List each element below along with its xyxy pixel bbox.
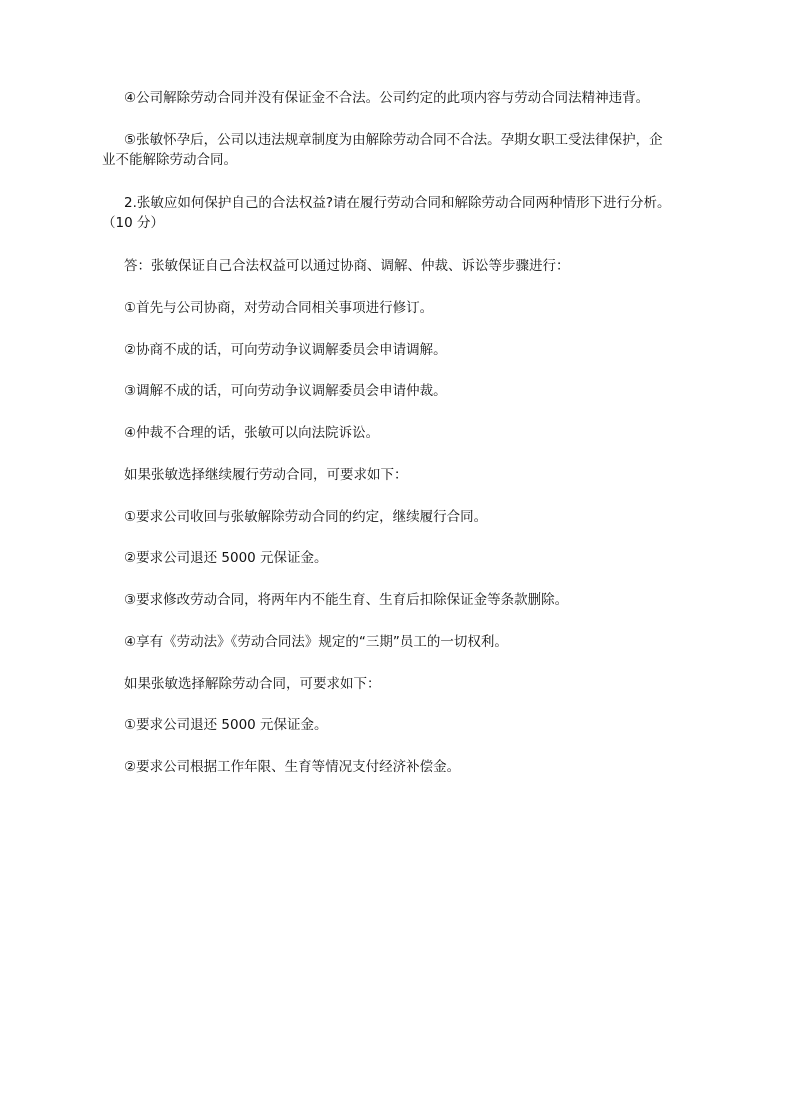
terminate-contract-intro: 如果张敏选择解除劳动合同，可要求如下： <box>124 676 381 692</box>
paragraph-point-5-line-1: ⑤张敏怀孕后，公司以违法规章制度为由解除劳动合同不合法。孕期女职工受法律保护，企 <box>124 132 663 148</box>
terminate-requirement-2: ②要求公司根据工作年限、生育等情况支付经济补偿金。 <box>124 759 461 775</box>
step-1: ①首先与公司协商，对劳动合同相关事项进行修订。 <box>124 300 434 316</box>
terminate-requirement-1: ①要求公司退还 5000 元保证金。 <box>124 717 328 733</box>
continue-requirement-1: ①要求公司收回与张敏解除劳动合同的约定，继续履行合同。 <box>124 509 488 525</box>
continue-contract-intro: 如果张敏选择继续履行劳动合同，可要求如下： <box>124 467 408 483</box>
continue-requirement-3: ③要求修改劳动合同，将两年内不能生育、生育后扣除保证金等条款删除。 <box>124 592 569 608</box>
answer-intro: 答：张敏保证自己合法权益可以通过协商、调解、仲裁、诉讼等步骤进行： <box>124 258 570 274</box>
paragraph-point-4: ④公司解除劳动合同并没有保证金不合法。公司约定的此项内容与劳动合同法精神违背。 <box>124 90 650 106</box>
continue-requirement-4: ④享有《劳动法》《劳动合同法》规定的“三期”员工的一切权利。 <box>124 634 508 650</box>
step-4: ④仲裁不合理的话，张敏可以向法院诉讼。 <box>124 425 380 441</box>
paragraph-point-5-line-2: 业不能解除劳动合同。 <box>102 152 237 168</box>
question-2-line-1: 2.张敏应如何保护自己的合法权益?请在履行劳动合同和解除劳动合同两种情形下进行分析。 <box>124 195 671 211</box>
step-2: ②协商不成的话，可向劳动争议调解委员会申请调解。 <box>124 342 447 358</box>
step-3: ③调解不成的话，可向劳动争议调解委员会申请仲裁。 <box>124 383 447 399</box>
question-2-line-2: （10 分） <box>102 215 164 231</box>
continue-requirement-2: ②要求公司退还 5000 元保证金。 <box>124 550 328 566</box>
